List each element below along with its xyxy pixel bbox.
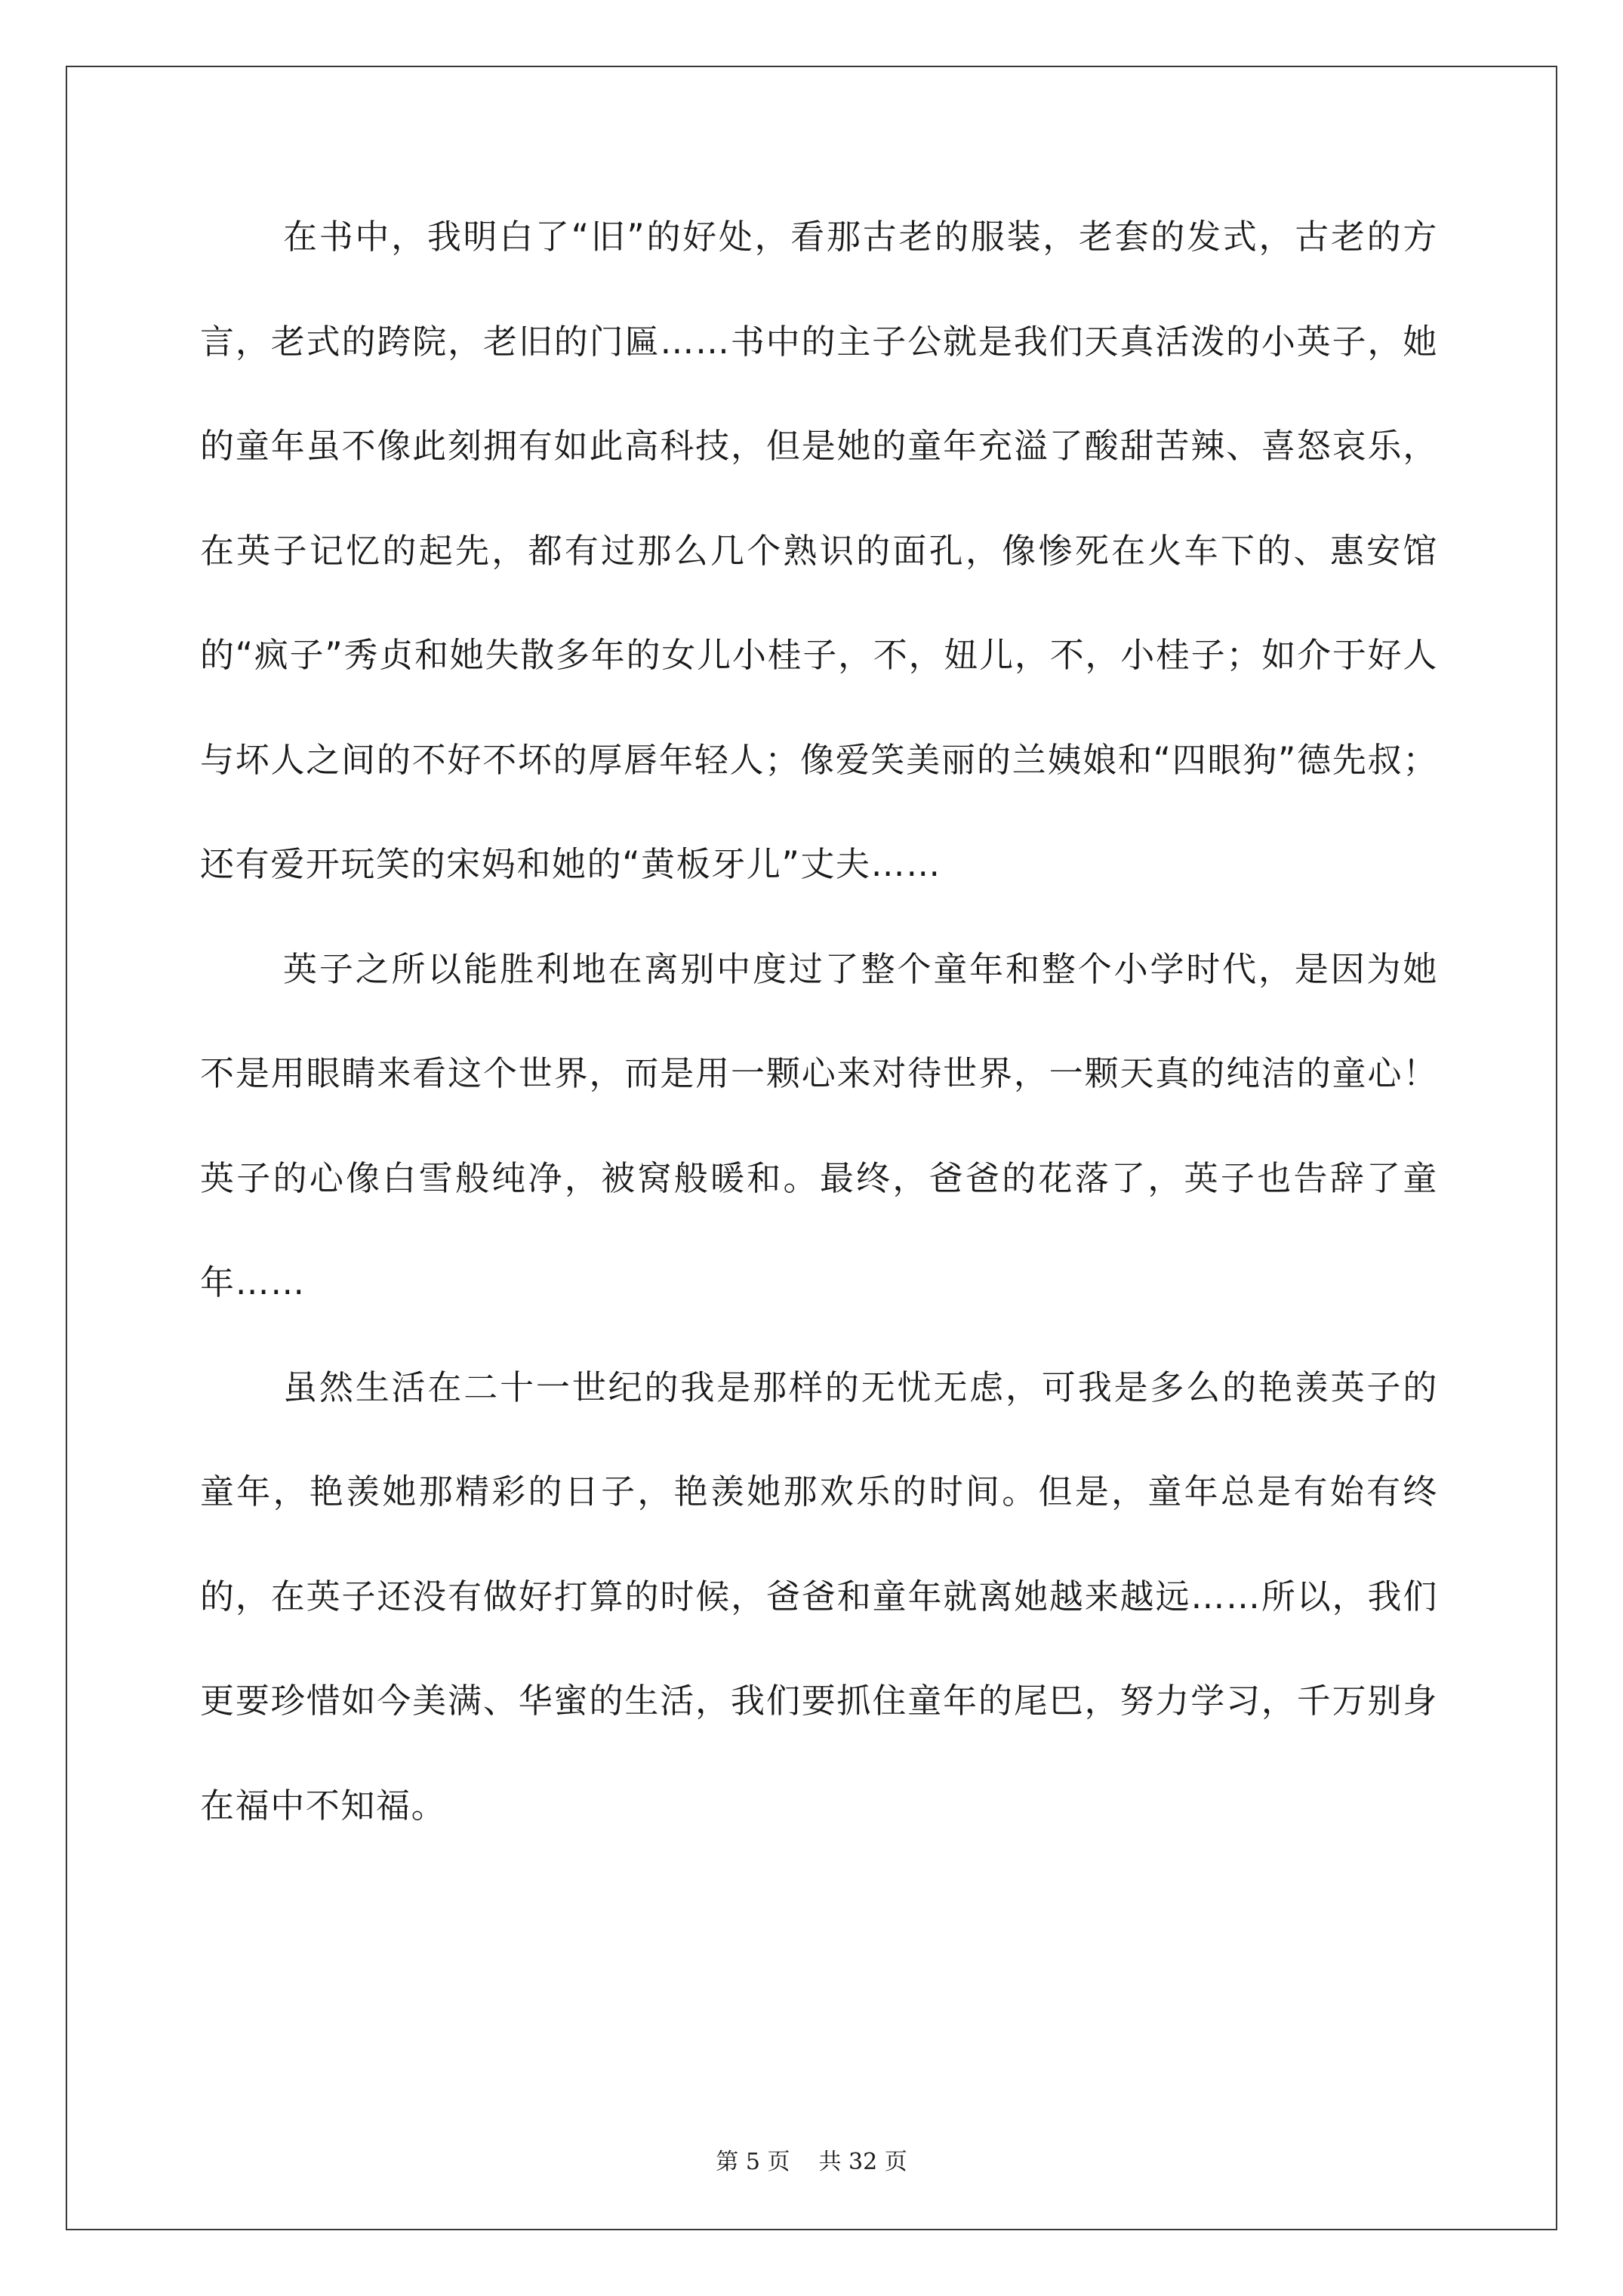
page-total: 共 32 页: [818, 2149, 907, 2175]
paragraph-2: 英子之所以能胜利地在离别中度过了整个童年和整个小学时代，是因为她不是用眼睛来看这个世界，而是用一颗心来对待世界，一颗天真的纯洁的童心！英子的心像白雪般纯净，被窝般暖和。最终，爸爸的花落了，英子也告辞了童年……: [200, 948, 1438, 1302]
document-body: [200, 185, 1438, 1858]
page-footer: [0, 2143, 1623, 2176]
paragraph-3: 虽然生活在二十一世纪的我是那样的无忧无虑，可我是多么的艳羡英子的童年，艳羡她那精彩的日子，艳羡她那欢乐的时间。但是，童年总是有始有终的，在英子还没有做好打算的时候，爸爸和童年就离她越来越远……所以，我们更要珍惜如今美满、华蜜的生活，我们要抓住童年的尾巴，努力学习，千万别身在福中不知福。: [200, 1367, 1438, 1826]
page-number: 第 5 页: [716, 2149, 790, 2175]
paragraph-1: 在书中，我明白了“旧”的好处，看那古老的服装，老套的发式，古老的方言，老式的跨院，老旧的门匾……书中的主子公就是我们天真活泼的小英子，她的童年虽不像此刻拥有如此高科技，但是她的童年充溢了酸甜苦辣、喜怒哀乐，在英子记忆的起先，都有过那么几个熟识的面孔，像惨死在火车下的、惠安馆的“疯子”秀贞和她失散多年的女儿小桂子，不，妞儿，不，小桂子；如介于好人与坏人之间的不好不坏的厚唇年轻人；像爱笑美丽的兰姨娘和“四眼狗”德先叔；还有爱开玩笑的宋妈和她的“黄板牙儿”丈夫……: [200, 217, 1438, 884]
